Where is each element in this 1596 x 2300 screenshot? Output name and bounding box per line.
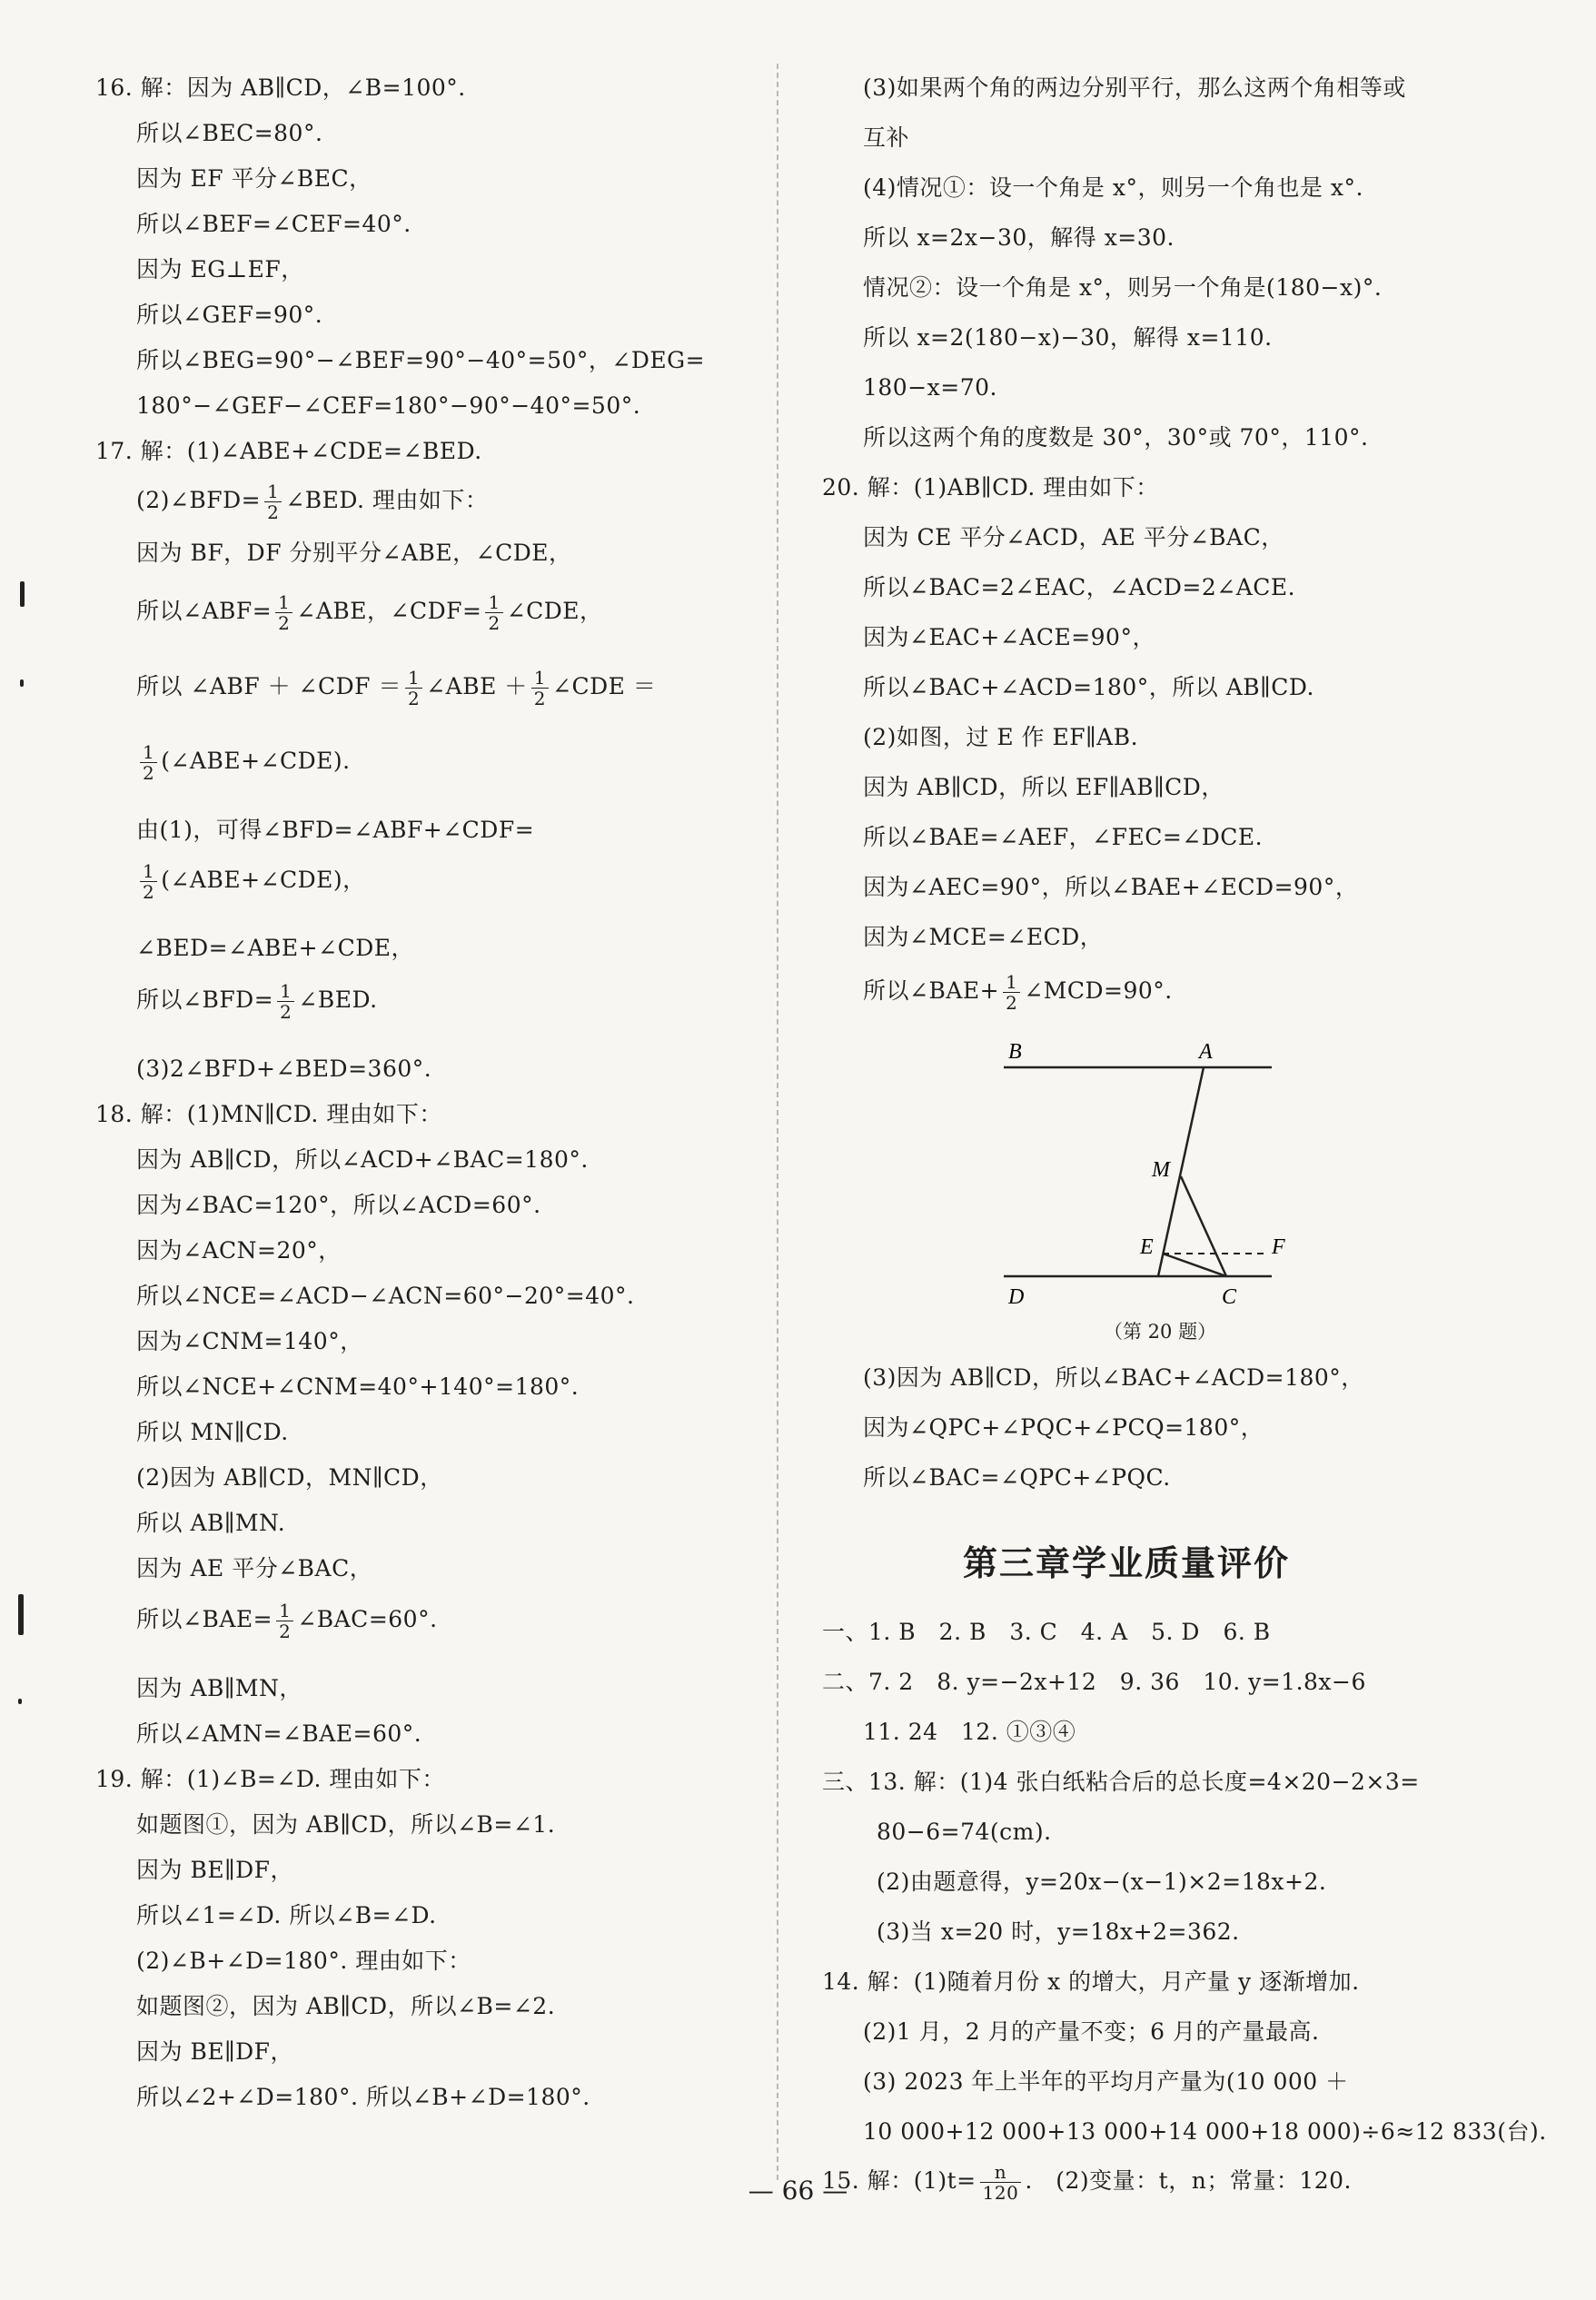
fraction-half: $\frac{1}{2}$ <box>1003 972 1020 1013</box>
label-m: M <box>1152 1158 1170 1182</box>
q18-line: 所以∠NCE=∠ACD−∠ACN=60°−20°=40°. <box>136 1283 635 1309</box>
q19-line: 19. 解：(1)∠B=∠D. 理由如下： <box>95 1766 445 1792</box>
q13-line: (3)当 x=20 时，y=18x+2=362. <box>877 1918 1240 1945</box>
q20-line: 所以∠BAC+∠ACD=180°，所以 AB∥CD. <box>863 674 1314 700</box>
q18-line: 所以 AB∥MN. <box>136 1510 286 1536</box>
fraction-half: $\frac{1}{2}$ <box>485 592 502 633</box>
fraction-half: $\frac{1}{2}$ <box>140 742 157 783</box>
scan-mark <box>20 679 24 687</box>
q16-line: 所以∠BEG=90°−∠BEF=90°−40°=50°，∠DEG= <box>136 347 706 373</box>
q19-cont-line: 所以 x=2(180−x)−30，解得 x=110. <box>863 324 1273 351</box>
fraction-half: $\frac{1}{2}$ <box>275 592 292 633</box>
fraction-half: $\frac{1}{2}$ <box>264 481 282 522</box>
scan-mark <box>18 1594 24 1635</box>
q19-line: 所以∠1=∠D. 所以∠B=∠D. <box>136 1902 437 1928</box>
q19-cont-line: (3)如果两个角的两边分别平行，那么这两个角相等或 <box>863 74 1406 101</box>
q18-line: 因为∠BAC=120°，所以∠ACD=60°. <box>136 1192 541 1218</box>
q19-cont-line: 所以 x=2x−30，解得 x=30. <box>863 224 1175 251</box>
q19-line: 如题图①，因为 AB∥CD，所以∠B=∠1. <box>136 1811 556 1838</box>
q20-line: (2)如图，过 E 作 EF∥AB. <box>863 724 1139 750</box>
q17-line: 所以∠ABF= $\frac{1}{2}$ ∠ABE，∠CDF= $\frac{1}{2}$ ∠CDE， <box>136 591 603 634</box>
q20-line: 所以∠BAE=∠AEF，∠FEC=∠DCE. <box>863 824 1264 850</box>
q20-line: 因为∠AEC=90°，所以∠BAE+∠ECD=90°， <box>863 874 1359 900</box>
q19-line: (2)∠B+∠D=180°. 理由如下： <box>136 1948 471 1974</box>
q18-line: 因为 AB∥CD，所以∠ACD+∠BAC=180°. <box>136 1146 589 1173</box>
q19-cont-line: 情况②：设一个角是 x°，则另一个角是(180−x)°. <box>863 274 1383 301</box>
q13-line: 三、13. 解：(1)4 张白纸粘合后的总长度=4×20−2×3= <box>822 1769 1420 1795</box>
q19-line: 因为 BE∥DF， <box>136 1857 294 1883</box>
fraction-half: $\frac{1}{2}$ <box>531 668 549 709</box>
q17-line: $\frac{1}{2}$ (∠ABE+∠CDE)， <box>136 861 366 902</box>
q14-line: (2)1 月，2 月的产量不变；6 月的产量最高. <box>863 2018 1320 2045</box>
scan-mark <box>20 581 25 607</box>
q18-line: 因为∠CNM=140°， <box>136 1328 363 1354</box>
q19-cont-line: (4)情况①：设一个角是 x°，则另一个角也是 x°. <box>863 174 1363 201</box>
answer-line: 一、1. B 2. B 3. C 4. A 5. D 6. B <box>822 1619 1271 1645</box>
q18-line: 所以∠BAE= $\frac{1}{2}$ ∠BAC=60°. <box>136 1600 438 1642</box>
q20-line: (3)因为 AB∥CD，所以∠BAC+∠ACD=180°， <box>863 1364 1364 1391</box>
page-number: — 66 — <box>748 2176 848 2206</box>
q20-line: 所以∠BAC=∠QPC+∠PQC. <box>863 1464 1171 1491</box>
q20-line: 因为 CE 平分∠ACD，AE 平分∠BAC， <box>863 524 1284 550</box>
fraction-half: $\frac{1}{2}$ <box>276 1601 293 1641</box>
label-f: F <box>1272 1235 1285 1259</box>
answer-line: 11. 24 12. ①③④ <box>863 1719 1076 1745</box>
label-d: D <box>1008 1285 1025 1309</box>
q17-line: 17. 解：(1)∠ABE+∠CDE=∠BED. <box>95 438 482 464</box>
q19-line: 因为 BE∥DF， <box>136 2038 294 2065</box>
q20-line: 因为 AB∥CD，所以 EF∥AB∥CD， <box>863 774 1224 800</box>
q18-line: 因为∠ACN=20°， <box>136 1237 342 1264</box>
q16-line: 所以∠BEF=∠CEF=40°. <box>136 211 411 237</box>
q15-line: 15. 解：(1)t= $\frac{n}{120}$ . (2)变量：t，n；常量：120. <box>822 2161 1352 2204</box>
q20-line: 所以∠BAC=2∠EAC，∠ACD=2∠ACE. <box>863 574 1296 600</box>
q18-line: 所以∠NCE+∠CNM=40°+140°=180°. <box>136 1373 580 1400</box>
q20-line: 因为∠MCE=∠ECD， <box>863 924 1104 950</box>
q18-line: 所以∠AMN=∠BAE=60°. <box>136 1720 422 1747</box>
q17-line: $\frac{1}{2}$ (∠ABE+∠CDE). <box>136 742 351 783</box>
q16-line: 所以∠GEF=90°. <box>136 302 323 328</box>
figure-q20 <box>1004 1031 1385 1340</box>
label-b: B <box>1008 1040 1022 1064</box>
q20-line: 因为∠EAC+∠ACE=90°， <box>863 624 1155 650</box>
q20-line: 20. 解：(1)AB∥CD. 理由如下： <box>822 474 1159 501</box>
q20-line: 因为∠QPC+∠PQC+∠PCQ=180°， <box>863 1414 1264 1441</box>
q14-line: 10 000+12 000+13 000+14 000+18 000)÷6≈12 833(台). <box>863 2118 1547 2145</box>
label-c: C <box>1222 1285 1237 1309</box>
q18-line: 因为 AB∥MN， <box>136 1675 302 1701</box>
q16-line: 因为 EG⊥EF， <box>136 256 304 283</box>
q18-line: 所以 MN∥CD. <box>136 1419 289 1445</box>
q16-line: 180°−∠GEF−∠CEF=180°−90°−40°=50°. <box>136 392 641 419</box>
q17-line: (3)2∠BFD+∠BED=360°. <box>136 1056 432 1082</box>
q18-line: 18. 解：(1)MN∥CD. 理由如下： <box>95 1101 442 1127</box>
q14-line: (3) 2023 年上半年的平均月产量为(10 000 ＋ <box>863 2068 1349 2095</box>
q16-line: 所以∠BEC=80°. <box>136 120 323 146</box>
fraction-half: $\frac{1}{2}$ <box>405 668 422 709</box>
fraction-half: $\frac{1}{2}$ <box>277 981 294 1022</box>
q19-cont-line: 互补 <box>863 124 910 151</box>
scan-mark <box>18 1699 22 1704</box>
q17-line: 所以∠BFD= $\frac{1}{2}$ ∠BED. <box>136 980 378 1023</box>
label-a: A <box>1199 1040 1213 1064</box>
q19-line: 如题图②，因为 AB∥CD，所以∠B=∠2. <box>136 1993 556 2019</box>
q18-line: (2)因为 AB∥CD，MN∥CD， <box>136 1464 443 1491</box>
q18-line: 因为 AE 平分∠BAC， <box>136 1555 373 1581</box>
q14-line: 14. 解：(1)随着月份 x 的增大，月产量 y 逐渐增加. <box>822 1968 1360 1995</box>
q17-line: 因为 BF，DF 分别平分∠ABE，∠CDE， <box>136 540 572 566</box>
column-divider <box>777 64 778 2180</box>
q16-line: 16. 解：因为 AB∥CD，∠B=100°. <box>95 74 466 101</box>
figure-caption: （第 20 题） <box>1104 1321 1217 1343</box>
q17-line: ∠BED=∠ABE+∠CDE， <box>136 935 414 961</box>
section-title: 第三章学业质量评价 <box>963 1543 1291 1583</box>
answer-line: 二、7. 2 8. y=−2x+12 9. 36 10. y=1.8x−6 <box>822 1669 1366 1695</box>
fraction-n-over-120: $\frac{n}{120}$ <box>980 2162 1022 2203</box>
q17-line: 由(1)，可得∠BFD=∠ABF+∠CDF= <box>136 817 535 843</box>
q19-cont-line: 所以这两个角的度数是 30°，30°或 70°，110°. <box>863 424 1369 451</box>
q17-line: 所以 ∠ABF ＋ ∠CDF ＝ $\frac{1}{2}$ ∠ABE ＋ $\frac{1}{2}$ ∠CDE ＝ <box>136 667 657 709</box>
q19-cont-line: 180−x=70. <box>863 374 997 401</box>
q20-line: 所以∠BAE+ $\frac{1}{2}$ ∠MCD=90°. <box>863 971 1173 1014</box>
fraction-half: $\frac{1}{2}$ <box>140 861 157 902</box>
q17-line: (2)∠BFD= $\frac{1}{2}$ ∠BED. 理由如下： <box>136 481 489 523</box>
q13-line: (2)由题意得，y=20x−(x−1)×2=18x+2. <box>877 1869 1327 1895</box>
q19-line: 所以∠2+∠D=180°. 所以∠B+∠D=180°. <box>136 2084 590 2110</box>
q13-line: 80−6=74(cm). <box>877 1819 1052 1845</box>
q16-line: 因为 EF 平分∠BEC， <box>136 165 372 192</box>
label-e: E <box>1140 1235 1154 1259</box>
